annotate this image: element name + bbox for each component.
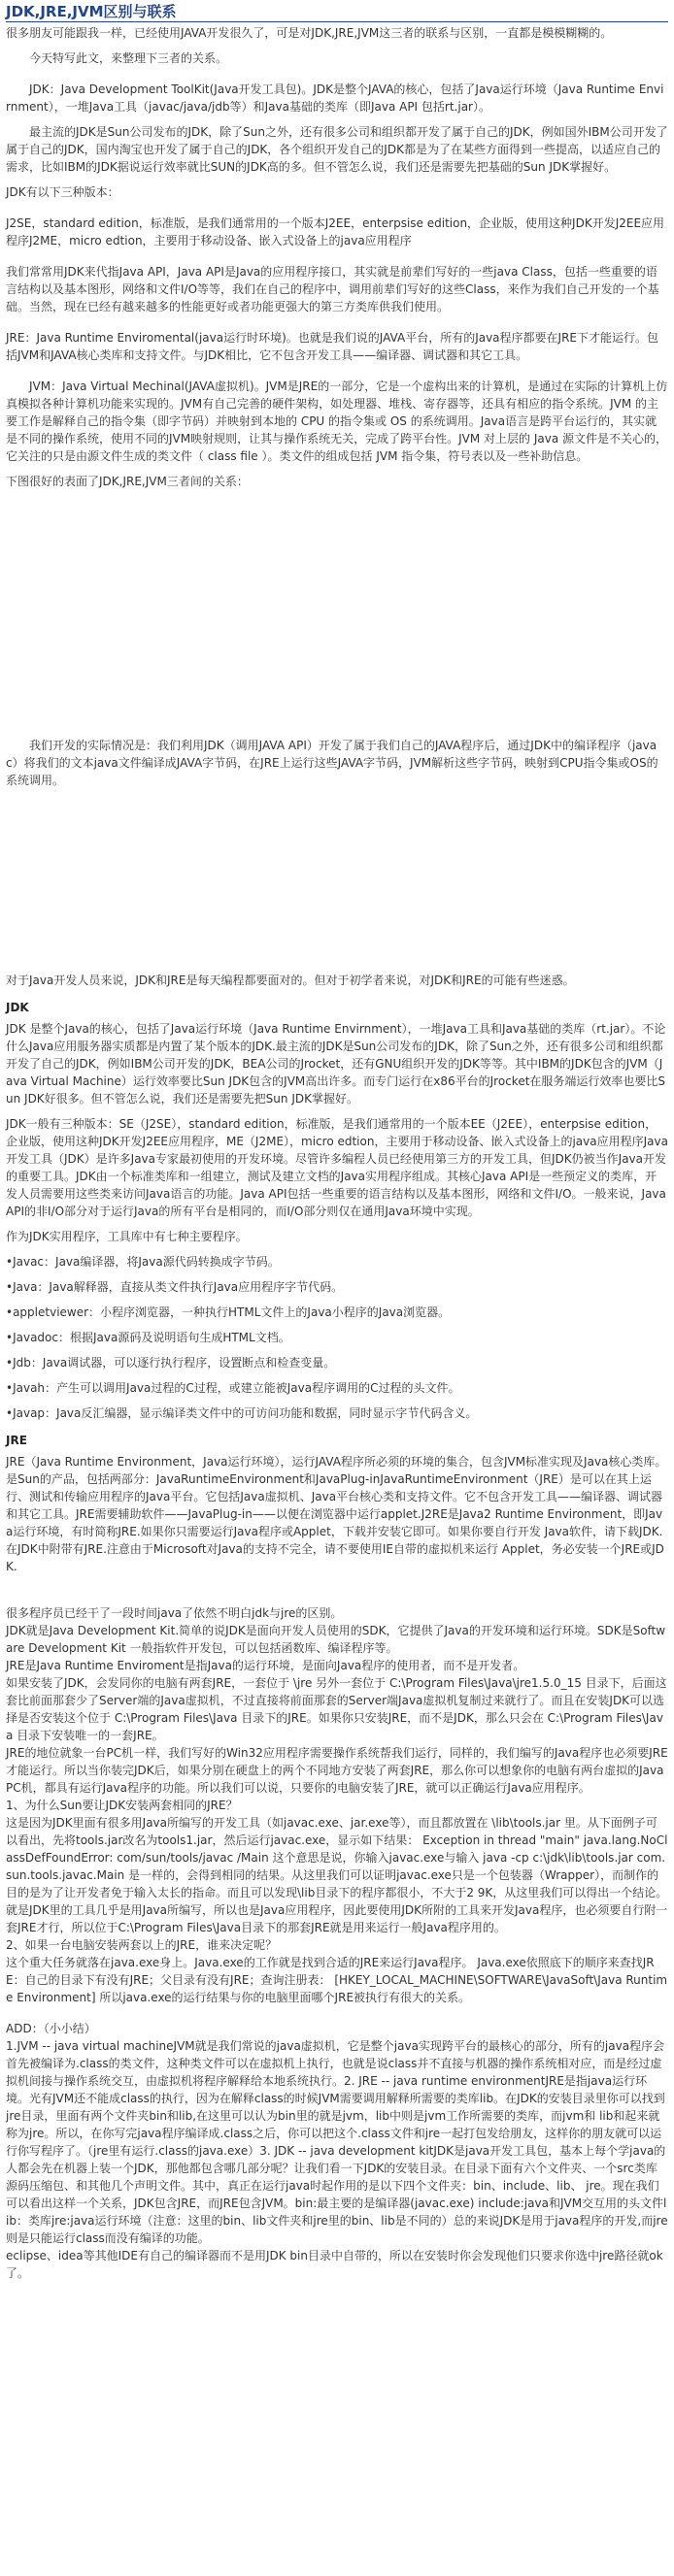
jdk-tool-item: •Java：Java解释器，直接从类文件执行Java应用程序字节代码。 [6,1280,344,1294]
blank-area [6,789,668,972]
add-paragraph: eclipse、idea等其他IDE有自己的编译器而不是用JDK bin目录中自带的，所以在安装时你会发现他们只要求你选中jre路径就ok了。 [6,2249,663,2280]
summary-paragraph: JRE的地位就象一台PC机一样，我们写好的Win32应用程序需要操作系统帮我们运行，同样的，我们编写的Java程序也必须要JRE才能运行。所以当你装完JDK后，如果分别在硬盘上的两个不同地方安装了两套JRE，那么你可以想象你的电脑有两台虚拟的Java PC机，都具有运行Java程序的功能。所以我们可以说，只要你的电脑安装了JRE，就可以正确运行Java应用程序。 [6,1746,668,1795]
jdk-section-paragraph: JDK 是整个Java的核心，包括了Java运行环境（Java Runtime Envirnment），一堆Java工具和Java基础的类库（rt.jar）。不论什么Java应用服务器实质都是内置了某个版本的JDK.最主流的JDK是Sun公司发布的JDK，除了Sun之外，还有很多公司和组织都开发了自己的JDK，例如IBM公司开发的JDK，BEA公司的Jrocket，还有GNU组织开发的JDK等等。其中IBM的JDK包含的JVM（Java Virtual Machine）运行效率要比Sun JDK包含的JVM高出许多。而专门运行在x86平台的Jrocket在服务端运行效率也要比Sun JDK好很多。但不管怎么说，我们还是需要先把Sun JDK掌握好。 [6,1022,666,1106]
relationship-diagram-area [6,490,668,737]
jdk-tool-item: •appletviewer：小程序浏览器，一种执行HTML文件上的Java小程序的Java浏览器。 [6,1305,451,1319]
jvm-definition: JVM：Java Virtual Mechinal(JAVA虚拟机)。JVM是JRE的一部分，它是一个虚构出来的计算机，是通过在实际的计算机上仿真模拟各种计算机功能来实现的。JVM有自己完善的硬件架构，如处理器、堆栈、寄存器等，还具有相应的指令系统。JVM 的主要工作是解释自己的指令集（即字节码）并映射到本地的 CPU 的指令集或 OS 的系统调用。Java语言是跨平台运行的，其实就是不同的操作系统，使用不同的JVM映射规则，让其与操作系统无关，完成了跨平台性。JVM 对上层的 Java 源文件是不关心的，它关注的只是由源文件生成的类文件（ class file ）。类文件的组成包括 JVM 指令集，符号表以及一些补助信息。 [6,380,668,463]
jdk-tool-item: •Javap：Java反汇编器，显示编译类文件中的可访问功能和数据，同时显示字节代码含义。 [6,1406,478,1420]
summary-paragraph: JRE是Java Runtime Enviroment是指Java的运行环境，是面向Java程序的使用者，而不是开发者。 [6,1659,525,1672]
jdk-tool-item: •Javac：Java编译器，将Java源代码转换成字节码。 [6,1255,280,1269]
jdk-versions: J2SE，standard edition，标准版，是我们通常用的一个版本J2EE，enterpsise edition，企业版，使用这种JDK开发J2EE应用程序J2ME，micro edtion，主要用于移动设备、嵌入式设备上的java应用程序 [6,216,665,248]
question-heading: 2、如果一台电脑安装两套以上的JRE，谁来决定呢？ [6,1938,278,1952]
question-heading: 1、为什么Sun要让JDK安装两套相同的JRE？ [6,1799,238,1812]
jdk-section-paragraph: JDK一般有三种版本：SE（J2SE），standard edition，标准版，是我们通常用的一个版本EE（J2EE），enterpsise edition，企业版，使用这种JDK开发J2EE应用程序，ME（J2ME），micro edtion，主要用于移动设备、嵌入式设备上的java应用程序Java开发工具（JDK）是许多Java专家最初使用的开发环境。尽管许多编程人员已经使用第三方的开发工具，但JDK仍被当作Java开发的重要工具。JDK由一个标准类库和一组建立，测试及建立文档的Java实用程序组成。其核心Java API是一些预定义的类库，开发人员需要用这些类来访问Java语言的功能。Java API包括一些重要的语言结构以及基本图形，网络和文件I/O。一般来说，Java API的非I/O部分对于运行Java的所有平台是相同的，而I/O部分则仅在通用Java环境中实现。 [6,1117,668,1218]
diagram-caption: 下图很好的表面了JDK,JRE,JVM三者间的关系： [6,475,249,488]
summary-paragraph: 很多程序员已经干了一段时间java了依然不明白jdk与jre的区别。 [6,1606,343,1620]
intro-paragraph: 今天特写此文，来整理下三者的关系。 [29,51,228,65]
jdk-section-heading: JDK [6,1001,29,1014]
jdk-tool-item: •Javadoc：根据Java源码及说明语句生成HTML文档。 [6,1331,290,1344]
jre-definition: JRE：Java Runtime Enviromental(java运行时环境)。也就是我们说的JAVA平台，所有的Java程序都要在JRE下才能运行。包括JVM和JAVA核心类库和支持文件。与JDK相比，它不包含开发工具——编译器、调试器和其它工具。 [6,331,658,362]
jdk-versions-label: JDK有以下三种版本： [6,185,119,199]
add-heading: ADD：（小小结） [6,2022,96,2035]
developer-note-paragraph: 对于Java开发人员来说，JDK和JRE是每天编程都要面对的。但对于初学者来说，对JDK和JRE的可能有些迷惑。 [6,974,575,987]
summary-paragraph: 这是因为JDK里面有很多用Java所编写的开发工具（如javac.exe、jar.exe等），而且都放置在 \lib\tools.jar 里。从下面例子可以看出，先将tools.jar改名为tools1.jar，然后运行javac.exe，显示如下结果： Exception in thread "main" java.lang.NoClassDefFoundError: com/sun/tools/javac /Main 这个意思是说，你输入javac.exe与输入 java -cp c:\jdk\lib\tools.jar com.sun.tools.javac.Main 是一样的，会得到相同的结果。从这里我们可以证明javac.exe只是一个包装器（Wrapper），而制作的目的是为了让开发者免于输入太长的指命。而且可以发现\lib目录下的程序都很小，不大于2 9K，从这里我们可以得出一个结论。就是JDK里的工具几乎是用Java所编写，所以也是Java应用程序，因此要使用JDK所附的工具来开发Java程序，也必须要自行附一套JRE才行，所以位于C:\Program Files\Java目录下的那套JRE就是用来运行一般Java程序用的。 [6,1816,668,1934]
summary-paragraph: 如果安装了JDK，会发同你的电脑有两套JRE，一套位于 \jre 另外一套位于 C:\Program Files\Java\jre1.5.0_15 目录下，后面这套比前面那套少了Server端的Java虚拟机，不过直接将前面那套的Server端Java虚拟机复制过来就行了。而且在安装JDK可以选择是否安装这个位于 C:\Program Files\Java 目录下的JRE。如果你只安装JRE，而不是JDK，那么只会在 C:\Program Files\Java 目录下安装唯一的一套JRE。 [6,1676,667,1742]
jdk-definition: JDK：Java Development ToolKit(Java开发工具包)。JDK是整个JAVA的核心，包括了Java运行环境（Java Runtime Envirnment），一堆Java工具（javac/java/jdb等）和Java基础的类库（即Java API 包括rt.jar）。 [6,83,664,114]
article-title: JDK,JRE,JVM区别与联系 [6,3,177,20]
development-flow-paragraph: 我们开发的实际情况是：我们利用JDK（调用JAVA API）开发了属于我们自己的JAVA程序后，通过JDK中的编译程序（javac）将我们的文本java文件编译成JAVA字节码，在JRE上运行这些JAVA字节码，JVM解析这些字节码，映射到CPU指令集或OS的系统调用。 [6,739,658,787]
jdk-tool-item: •Javah：产生可以调用Java过程的C过程，或建立能被Java程序调用的C过程的头文件。 [6,1381,460,1395]
java-api-paragraph: 我们常常用JDK来代指Java API，Java API是Java的应用程序接口，其实就是前辈们写好的一些java Class，包括一些重要的语言结构以及基本图形，网络和文件I/O等等，我们在自己的程序中，调用前辈们写好的这些Class，来作为我们自己开发的一个基础。当然，现在已经有越来越多的性能更好或者功能更强大的第三方类库供我们使用。 [6,265,659,314]
jdk-vendors: 最主流的JDK是Sun公司发布的JDK，除了Sun之外，还有很多公司和组织都开发了属于自己的JDK，例如国外IBM公司开发了属于自己的JDK，国内淘宝也开发了属于自己的JDK，各个组织开发自己的JDK都是为了在某些方面得到一些提高，以适应自己的需求，比如IBM的JDK据说运行效率就比SUN的JDK高的多。但不管怎么说，我们还是需要先把基础的Sun JDK掌握好。 [6,125,668,174]
jre-section-heading: JRE [6,1434,27,1447]
summary-paragraph: JDK就是Java Development Kit.简单的说JDK是面向开发人员使用的SDK，它提供了Java的开发环境和运行环境。SDK是Software Development Kit 一般指软件开发包，可以包括函数库、编译程序等。 [6,1624,666,1655]
jdk-tool-item: •Jdb：Java调试器，可以逐行执行程序，设置断点和检查变量。 [6,1356,336,1370]
jdk-tools-intro: 作为JDK实用程序，工具库中有七种主要程序。 [6,1230,248,1243]
intro-paragraph: 很多朋友可能跟我一样，已经使用JAVA开发很久了，可是对JDK,JRE,JVM这三者的联系与区别，一直都是模模糊糊的。 [6,26,613,40]
jre-section-paragraph: JRE（Java Runtime Environment，Java运行环境），运行JAVA程序所必须的环境的集合，包含JVM标准实现及Java核心类库。是Sun的产品，包括两部分：JavaRuntimeEnvironment和JavaPlug-inJavaRuntimeEnvironment（JRE）是可以在其上运行、测试和传输应用程序的Java平台。它包括Java虚拟机、Java平台核心类和支持文件。它不包含开发工具——编译器、调试器和其它工具。JRE需要辅助软件——JavaPlug-in——以便在浏览器中运行applet.J2RE是Java2 Runtime Environment，即Java运行环境，有时简称JRE.如果你只需要运行Java程序或Applet，下载并安装它即可。如果你要自行开发 Java软件，请下载JDK.在JDK中附带有JRE.注意由于Microsoft对Java的支持不完全，请不要使用IE自带的虚拟机来运行 Applet，务必安装一个JRE或JDK. [6,1455,667,1573]
title-divider [6,21,668,22]
add-paragraph: 1.JVM -- java virtual machineJVM就是我们常说的java虚拟机，它是整个java实现跨平台的最核心的部分，所有的java程序会首先被编译为.class的类文件，这种类文件可以在虚拟机上执行，也就是说class并不直接与机器的操作系统相对应，而是经过虚拟机间接与操作系统交互，由虚拟机将程序解释给本地系统执行。2. JRE -- java runtime environmentJRE是指java运行环境。光有JVM还不能成class的执行，因为在解释class的时候JVM需要调用解释所需要的类库lib。在JDK的安装目录里你可以找到jre目录，里面有两个文件夹bin和lib,在这里可以认为bin里的就是jvm，lib中则是jvm工作所需要的类库，而jvm和 lib和起来就称为jre。所以，在你写完java程序编译成.class之后，你可以把这个.class文件和jre一起打包发给朋友，这样你的朋友就可以运行你写程序了。（jre里有运行.class的java.exe）3. JDK -- java development kitJDK是java开发工具包，基本上每个学java的人都会先在机器上装一个JDK，那他都包含哪几部分呢？让我们看一下JDK的安装目录。在目录下面有六个文件夹、一个src类库源码压缩包、和其他几个声明文件。其中，真正在运行java时起作用的是以下四个文件夹：bin、include、lib、 jre。现在我们可以看出这样一个关系，JDK包含JRE，而JRE包含JVM。bin:最主要的是编译器(javac.exe) include:java和JVM交互用的头文件lib：类库jre:java运行环境（注意：这里的bin、lib文件夹和jre里的bin、lib是不同的）总的来说JDK是用于java程序的开发,而jre则是只能运行class而没有编译的功能。 [6,2039,668,2245]
summary-paragraph: 这个重大任务就落在java.exe身上。Java.exe的工作就是找到合适的JRE来运行Java程序。 Java.exe依照底下的顺序来查找JRE：自己的目录下有没有JRE；父目录有没有JRE；查询注册表： [HKEY_LOCAL_MACHINE\SOFTWARE\JavaSoft\Java Runtime Environment] 所以java.exe的运行结果与你的电脑里面哪个JRE被执行有很大的关系。 [6,1956,668,2004]
